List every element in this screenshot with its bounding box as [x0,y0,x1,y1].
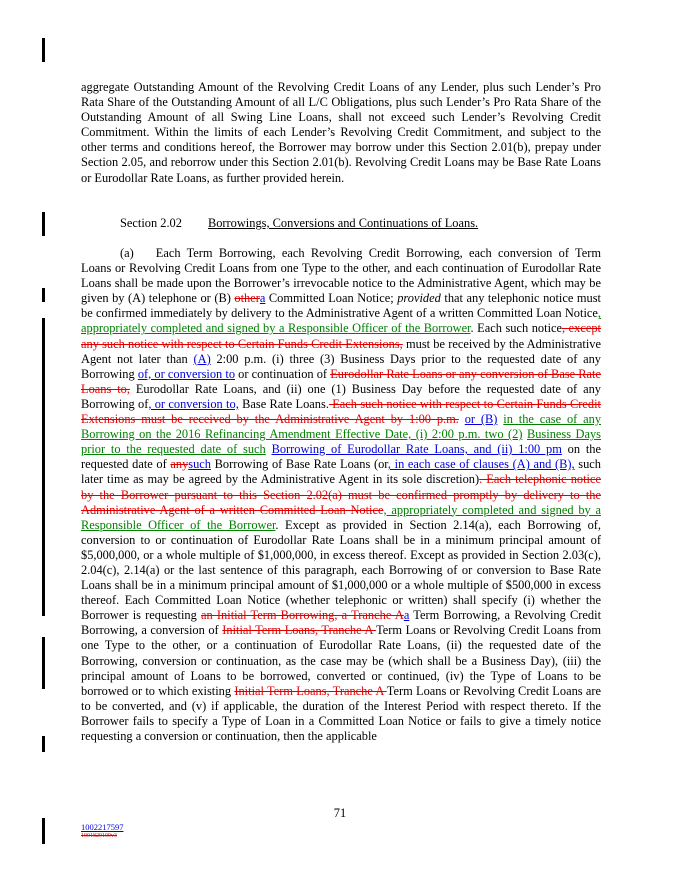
deleted-text: Initial Term Loans, Tranche A [222,623,377,638]
text-run: Term Loans or Revolving Credit Loans from one Type to the other, or a continuation of Eurodollar Rate Loans, (ii) the requested date of the Borrowing, conversion or continuation, as the case may be (which shall be a Business Day), (iii) the principal amount of Loans to be borrowed, converted or continued, (iv) the Type of Loans to be borrowed or to which existing [81,623,602,698]
change-bar [42,288,45,302]
italic-text: provided [397,291,441,306]
text-run: Eurodollar Rate Loans, and (ii) one (1) Business Day before the requested date of any Borrowing of [81,381,601,411]
document-id-deleted: 1001820109v3 [81,833,117,839]
text-run: must be received by the Administrative Agent not later than [81,336,601,366]
page-number: 71 [333,806,347,820]
change-bar [42,38,45,62]
paragraph-label: (a) [120,246,134,260]
inserted-text: Business Days prior to the requested date of such [81,427,601,457]
change-bar [42,736,45,752]
text-run: on the requested date of [81,442,601,472]
inserted-text: of, or conversion to [137,366,236,381]
text-run: such later time as may be agreed by the Administrative Agent in its sole discretion) [81,457,601,487]
inserted-text: a [259,291,266,306]
inserted-text: , appropriately completed and signed by a Responsible Officer of the Borrower [81,306,601,336]
text-run: Each Term Borrowing, each Revolving Credit Borrowing, each conversion of Term Loans or Revolving Credit Loans from one Type to the other, and each continuation of Eurodollar Rate Loans shall be made upon the Borrower’s irrevocable notice to the Administrative Agent, which may be given by (A) telephone or (B) [81,246,601,306]
deleted-text: Each such notice with respect to Certain Funds Credit Extensions must be received by the Administrative Agent by 1:00 p.m. [81,396,601,427]
deleted-text: . Each telephonic notice by the Borrower pursuant to this Section 2.02(a) must be confirmed promptly by delivery to the Administrative Agent of a written Committed Loan Notice [81,472,601,517]
change-bar [42,637,45,689]
inserted-text: a [403,608,410,623]
section-title: Borrowings, Conversions and Continuations of Loans. [207,216,479,230]
text-run: 2:00 p.m. (i) three (3) Business Days prior to the requested date of any Borrowing [81,351,601,381]
deleted-text: Initial Term Loans, Tranche A [234,683,387,698]
inserted-text: such [188,457,211,472]
text-run: Committed Loan Notice; [265,291,398,306]
section-number: Section 2.02 [120,216,182,230]
text-run: or continuation of [235,366,331,381]
text-run: . Except as provided in Section 2.14(a), each Borrowing of, conversion to or continuation of Eurodollar Rate Loans shall be in a minimum principal amount of $5,000,000, or a whole multiple of $1,000,000, in excess thereof. Except as provided in Section 2.03(c), 2.04(c), 2.14(a) or the last sentence of this paragraph, each Borrowing of or conversion to Base Rate Loans shall be in a minimum principal amount of $1,000,000 or a whole multiple of $500,000 in excess thereof. Each Committed Loan Notice (whether telephonic or written) shall specify (i) whether the Borrower is requesting [81,517,602,623]
change-bar [42,212,45,236]
change-bar [42,318,45,616]
text-run: Base Rate Loans. [238,396,329,411]
inserted-text: Borrowing of Eurodollar Rate Loans, and (ii) 1:00 pm [271,442,562,457]
text-run: that any telephonic notice must be confirmed immediately by delivery to the Administrative Agent of a written Committed Loan Notice [81,291,601,321]
inserted-text: , in each case of clauses (A) and (B), [387,457,575,472]
deleted-text: , except any such notice with respect to Certain Funds Credit Extensions, [81,321,601,351]
deleted-text: any [170,457,189,472]
deleted-text: Eurodollar Rate Loans or any conversion of Base Rate Loans to, [81,366,601,396]
text-run: Term Loans or Revolving Credit Loans are to be converted, and (v) if applicable, the duration of the Interest Period with respect thereto. If the Borrower fails to specify a Type of Loan in a Committed Loan Notice or fails to give a timely notice requesting a conversion or continuation, then the applicable [81,683,601,743]
text-run: Borrowing of Base Rate Loans (or [210,457,388,472]
inserted-text: or (B) [464,412,498,427]
deleted-text: other [234,291,260,306]
inserted-text: in the case of any Borrowing on the 2016 Refinancing Amendment Effective Date, (i) 2:00 p.m. two (2) [81,412,602,442]
text-run: . Each such notice [470,321,563,336]
change-bar [42,818,45,844]
text-run: Term Borrowing, a Revolving Credit Borrowing, a conversion of [81,608,602,638]
paragraph-continuation: aggregate Outstanding Amount of the Revolving Credit Loans of any Lender, plus such Lender’s Pro Rata Share of the Outstanding Amount of all L/C Obligations, plus such Lender’s Pro Rata Share of the Outstanding Amount of all Swing Line Loans, shall not exceed such Lender’s Revolving Credit Commitment. Within the limits of each Lender’s Revolving Credit Commitment, and subject to the other terms and conditions hereof, the Borrower may borrow under this Section 2.01(b), prepay under Section 2.05, and reborrow under this Section 2.01(b). Revolving Credit Loans may be Base Rate Loans or Eurodollar Rate Loans, as further provided herein. [81,80,601,185]
inserted-text: (A) [193,351,211,366]
paragraph-a [81,246,601,744]
inserted-text: , appropriately completed and signed by a Responsible Officer of the Borrower [81,502,601,532]
section-heading [120,216,478,231]
inserted-text: , or conversion to, [148,396,239,411]
paragraph-a-body [81,246,601,743]
deleted-text: an Initial Term Borrowing, a Tranche A [201,608,404,623]
document-id: 1002217597 [81,822,124,832]
